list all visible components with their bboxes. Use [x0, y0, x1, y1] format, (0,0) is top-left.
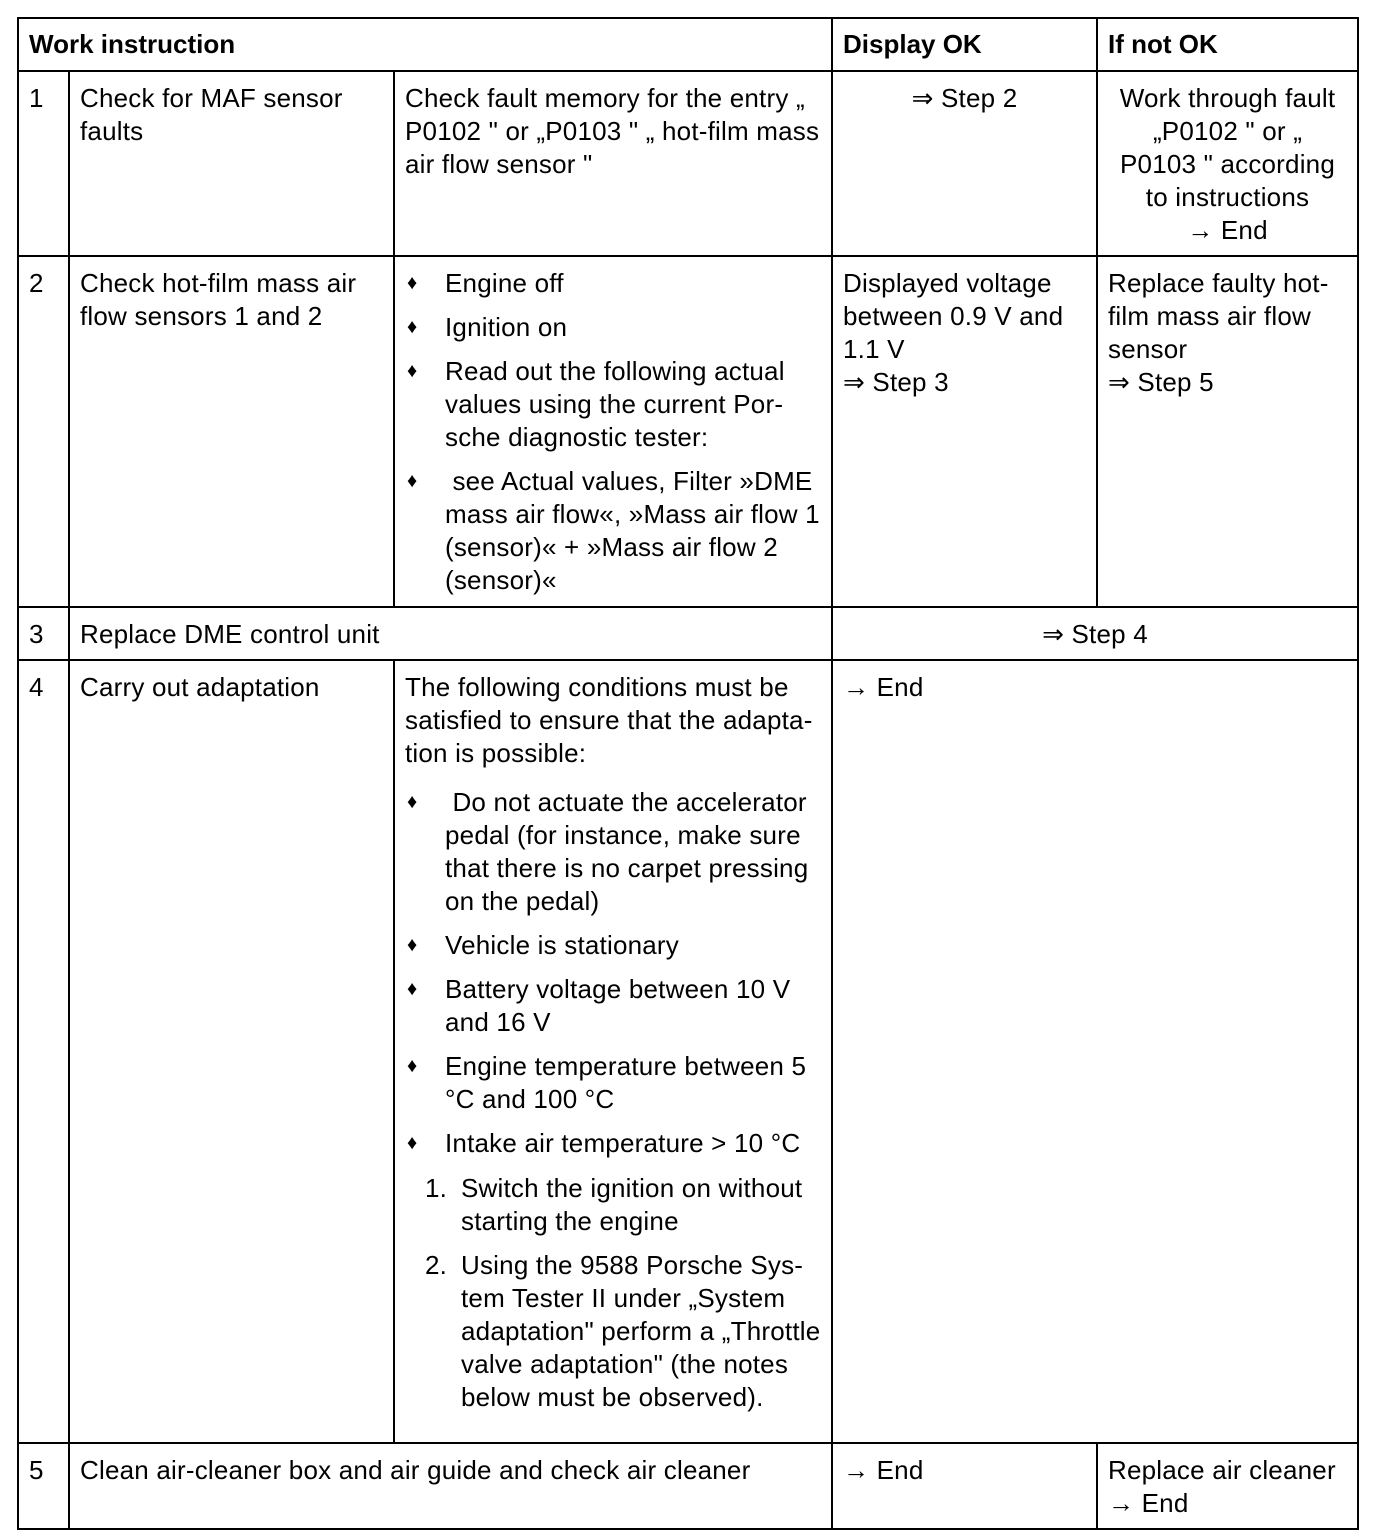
procedure-steps	[405, 1172, 821, 1414]
diamond-bullet-icon: ♦	[407, 1055, 418, 1077]
list-item: 2. Using the 9588 Porsche Sys-tem Tester II under „System adaptation" perform a „Throttle valve adaptation" (the notes below must be observed).	[425, 1250, 821, 1412]
row-title: Carry out adaptation	[69, 660, 394, 1443]
not-ok-line: to instructions	[1145, 182, 1310, 212]
row-if-not-ok	[1097, 71, 1358, 256]
list-item: ♦ Intake air temperature > 10 °C	[407, 1128, 801, 1158]
row-if-not-ok	[1097, 256, 1358, 607]
header-work-instruction: Work instruction	[18, 18, 832, 71]
row-title: Replace DME control unit	[69, 607, 832, 660]
not-ok-text: Replace faulty hot-film mass air flow sensor	[1108, 268, 1329, 364]
table-row-4	[18, 660, 1358, 1443]
diamond-bullet-icon: ♦	[407, 934, 418, 956]
work-instruction-table	[17, 17, 1359, 1530]
diamond-bullet-icon: ♦	[407, 272, 418, 294]
diamond-bullet-icon: ♦	[407, 316, 418, 338]
list-item: ♦ Do not actuate the accelerator pedal (for instance, make sure that there is no carpet pressing on the pedal)	[407, 787, 816, 916]
list-item: ♦ Engine off	[407, 268, 564, 298]
row-if-not-ok	[1097, 1443, 1358, 1529]
diamond-bullet-icon: ♦	[407, 978, 418, 1000]
list-item: 1. Switch the ignition on without starting the engine	[425, 1173, 803, 1236]
display-ok-step: ⇒ Step 3	[843, 367, 949, 397]
row-title: Check hot-film mass air flow sensors 1 and 2	[69, 256, 394, 607]
row-number: 5	[18, 1443, 69, 1529]
not-ok-line: P0103 " according	[1120, 149, 1335, 179]
condition-list	[405, 267, 828, 597]
conditions-intro: The following conditions must be satisfied to ensure that the adapta-tion is possible:	[405, 672, 813, 768]
row-number: 4	[18, 660, 69, 1443]
row-number: 3	[18, 607, 69, 660]
table-row-3	[18, 607, 1358, 660]
header-display-ok: Display OK	[832, 18, 1097, 71]
table-header-row	[18, 18, 1358, 71]
row-display-ok: → End	[832, 1443, 1097, 1529]
condition-list	[405, 786, 821, 1160]
list-item: ♦ Vehicle is stationary	[407, 930, 679, 960]
header-if-not-ok: If not OK	[1097, 18, 1358, 71]
row-display-ok	[832, 256, 1097, 607]
row-number: 1	[18, 71, 69, 256]
row-detail	[394, 256, 832, 607]
display-ok-text: Displayed voltage between 0.9 V and 1.1 V	[843, 268, 1064, 364]
row-detail	[394, 660, 832, 1443]
row-display-ok: ⇒ Step 2	[832, 71, 1097, 256]
diamond-bullet-icon: ♦	[407, 470, 418, 492]
row-display-ok: → End	[832, 660, 1358, 1443]
list-item: ♦ see Actual values, Filter »DME mass air flow«, »Mass air flow 1 (sensor)« + »Mass air flow 2 (sensor)«	[407, 466, 828, 595]
row-title: Clean air-cleaner box and air guide and check air cleaner	[69, 1443, 832, 1529]
row-title: Check for MAF sensor faults	[69, 71, 394, 256]
not-ok-step: → End	[1108, 1488, 1189, 1518]
table-row-2	[18, 256, 1358, 607]
table-row-5	[18, 1443, 1358, 1529]
list-item: ♦ Read out the following actual values using the current Por-sche diagnostic tester:	[407, 356, 785, 452]
row-number: 2	[18, 256, 69, 607]
diamond-bullet-icon: ♦	[407, 360, 418, 382]
row-detail: Check fault memory for the entry „ P0102 " or „P0103 " „ hot-film mass air flow sensor "	[394, 71, 832, 256]
not-ok-step: ⇒ Step 5	[1108, 367, 1214, 397]
list-item: ♦ Ignition on	[407, 312, 568, 342]
list-item: ♦ Engine temperature between 5 °C and 100 °C	[407, 1051, 807, 1114]
diamond-bullet-icon: ♦	[407, 1132, 418, 1154]
table-row-1	[18, 71, 1358, 256]
row-display-ok: ⇒ Step 4	[832, 607, 1358, 660]
not-ok-line: „P0102 " or „	[1152, 116, 1303, 146]
list-item: ♦ Battery voltage between 10 V and 16 V	[407, 974, 791, 1037]
not-ok-line: Work through fault	[1119, 83, 1336, 113]
not-ok-text: Replace air cleaner	[1108, 1455, 1336, 1485]
diamond-bullet-icon: ♦	[407, 791, 418, 813]
not-ok-line: → End	[1187, 215, 1268, 245]
